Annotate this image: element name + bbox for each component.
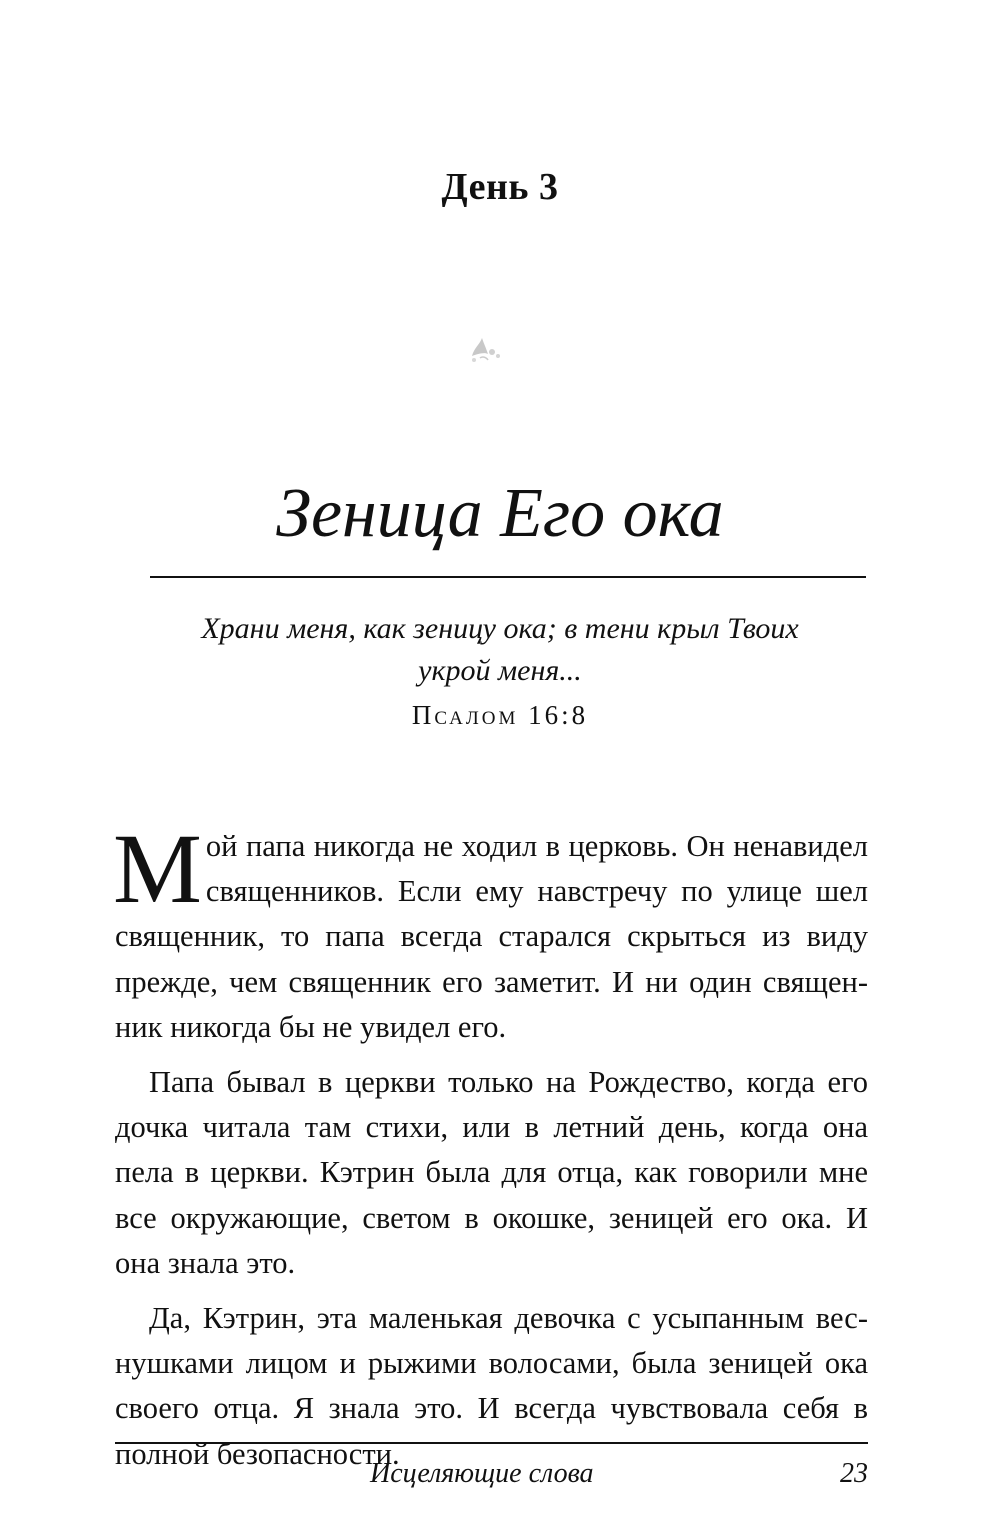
paragraph-2: Папа бывал в церкви только на Рождество, когда его дочка читала там стихи, или в летний день, когда она пела в церкви. Кэтрин была для отца, как говорили мне все окружающие, светом в окошке, зеницей его ока. И она знала это. [115,1065,868,1280]
drop-cap: М [113,813,202,924]
footer-rule [115,1442,868,1444]
title-rule [150,576,866,578]
epigraph-line-2: укрой меня... [418,654,582,687]
paragraph-3: Да, Кэтрин, эта маленькая девочка с усыпанным веснушками лицом и рыжими волосами, была зеницей ока своего отца. Я знала это. И всегда чувствовала себя в полной безопасности. [115,1301,868,1471]
floral-ornament-icon [462,330,506,364]
body-text [113,813,868,1487]
epigraph-reference: Псалом 16:8 [411,700,589,730]
chapter-title: Зеница Его ока [276,475,724,552]
paragraph-1-text: ой папа никогда не ходил в церковь. Он ненавидел священников. Если ему навстречу по улице шел священник, то папа всегда старался скрыться из виду прежде, чем священник его заметит. И ни один священник никогда бы не увидел его. [115,829,868,1044]
day-heading: День 3 [441,166,559,208]
paragraph-1 [113,813,868,1050]
page-number: 23 [840,1458,868,1489]
running-title: Исцеляющие слова [370,1458,594,1489]
epigraph [140,608,860,692]
page-footer [115,1458,868,1498]
epigraph-line-1: Храни меня, как зеницу ока; в тени крыл Твоих [201,612,799,645]
